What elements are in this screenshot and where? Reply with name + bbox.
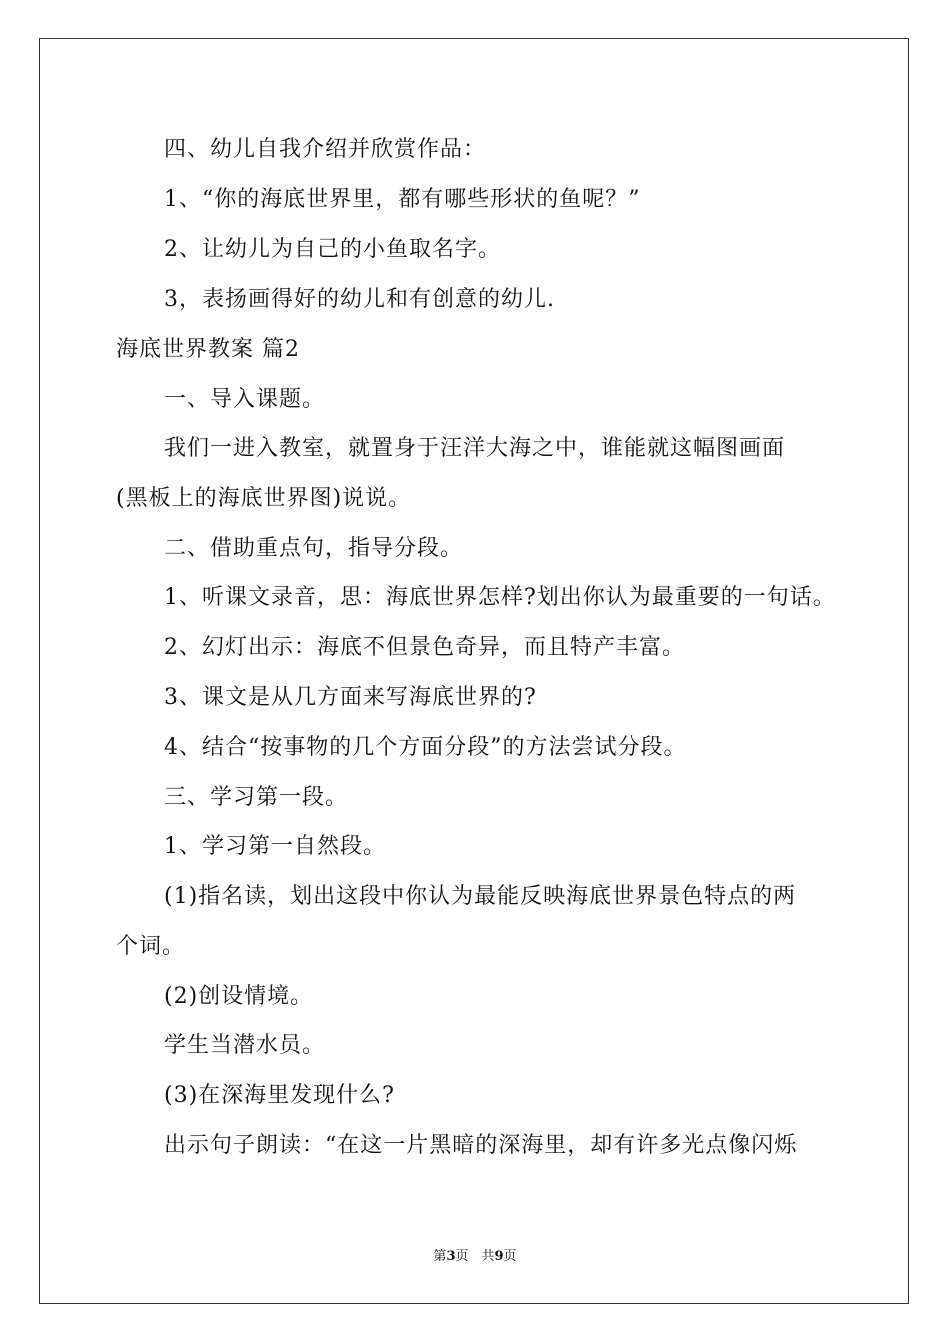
text-line: 二、借助重点句，指导分段。: [164, 536, 464, 561]
text-line: 三、学习第一段。: [164, 785, 349, 810]
text-line: (1)指名读，划出这段中你认为最能反映海底世界景色特点的两: [164, 884, 797, 909]
footer-mid: 页 共: [455, 1249, 495, 1264]
text-line: 3、课文是从几方面来写海底世界的?: [164, 685, 537, 710]
text-line: (2)创设情境。: [164, 984, 314, 1009]
text-line: (黑板上的海底世界图)说说。: [116, 486, 412, 511]
text-line: 四、幼儿自我介绍并欣赏作品：: [164, 137, 487, 162]
text-line: 4、结合“按事物的几个方面分段”的方法尝试分段。: [164, 735, 687, 760]
text-line: 出示句子朗读：“在这一片黑暗的深海里，却有许多光点像闪烁: [164, 1133, 798, 1158]
text-line: 个词。: [116, 934, 186, 959]
footer-prefix: 第: [433, 1249, 447, 1264]
text-line: 3，表扬画得好的幼儿和有创意的幼儿.: [164, 287, 555, 312]
text-line: 学生当潜水员。: [164, 1033, 326, 1058]
current-page-number: 3: [446, 1249, 456, 1264]
text-line: (3)在深海里发现什么?: [164, 1083, 395, 1108]
text-line: 1、学习第一自然段。: [164, 834, 386, 859]
section-heading: 海底世界教案 篇2: [116, 337, 300, 362]
text-line: 1、听课文录音，思：海底世界怎样?划出你认为最重要的一句话。: [164, 585, 836, 610]
text-line: 1、“你的海底世界里，都有哪些形状的鱼呢？”: [164, 187, 641, 212]
text-line: 2、幻灯出示：海底不但景色奇异，而且特产丰富。: [164, 635, 685, 660]
text-line: 2、让幼儿为自己的小鱼取名字。: [164, 237, 501, 262]
text-line: 一、导入课题。: [164, 387, 326, 412]
page-footer: [0, 1248, 950, 1266]
footer-suffix: 页: [503, 1249, 517, 1264]
total-page-number: 9: [494, 1249, 504, 1264]
text-line: 我们一进入教室，就置身于汪洋大海之中，谁能就这幅图画面: [164, 436, 786, 461]
